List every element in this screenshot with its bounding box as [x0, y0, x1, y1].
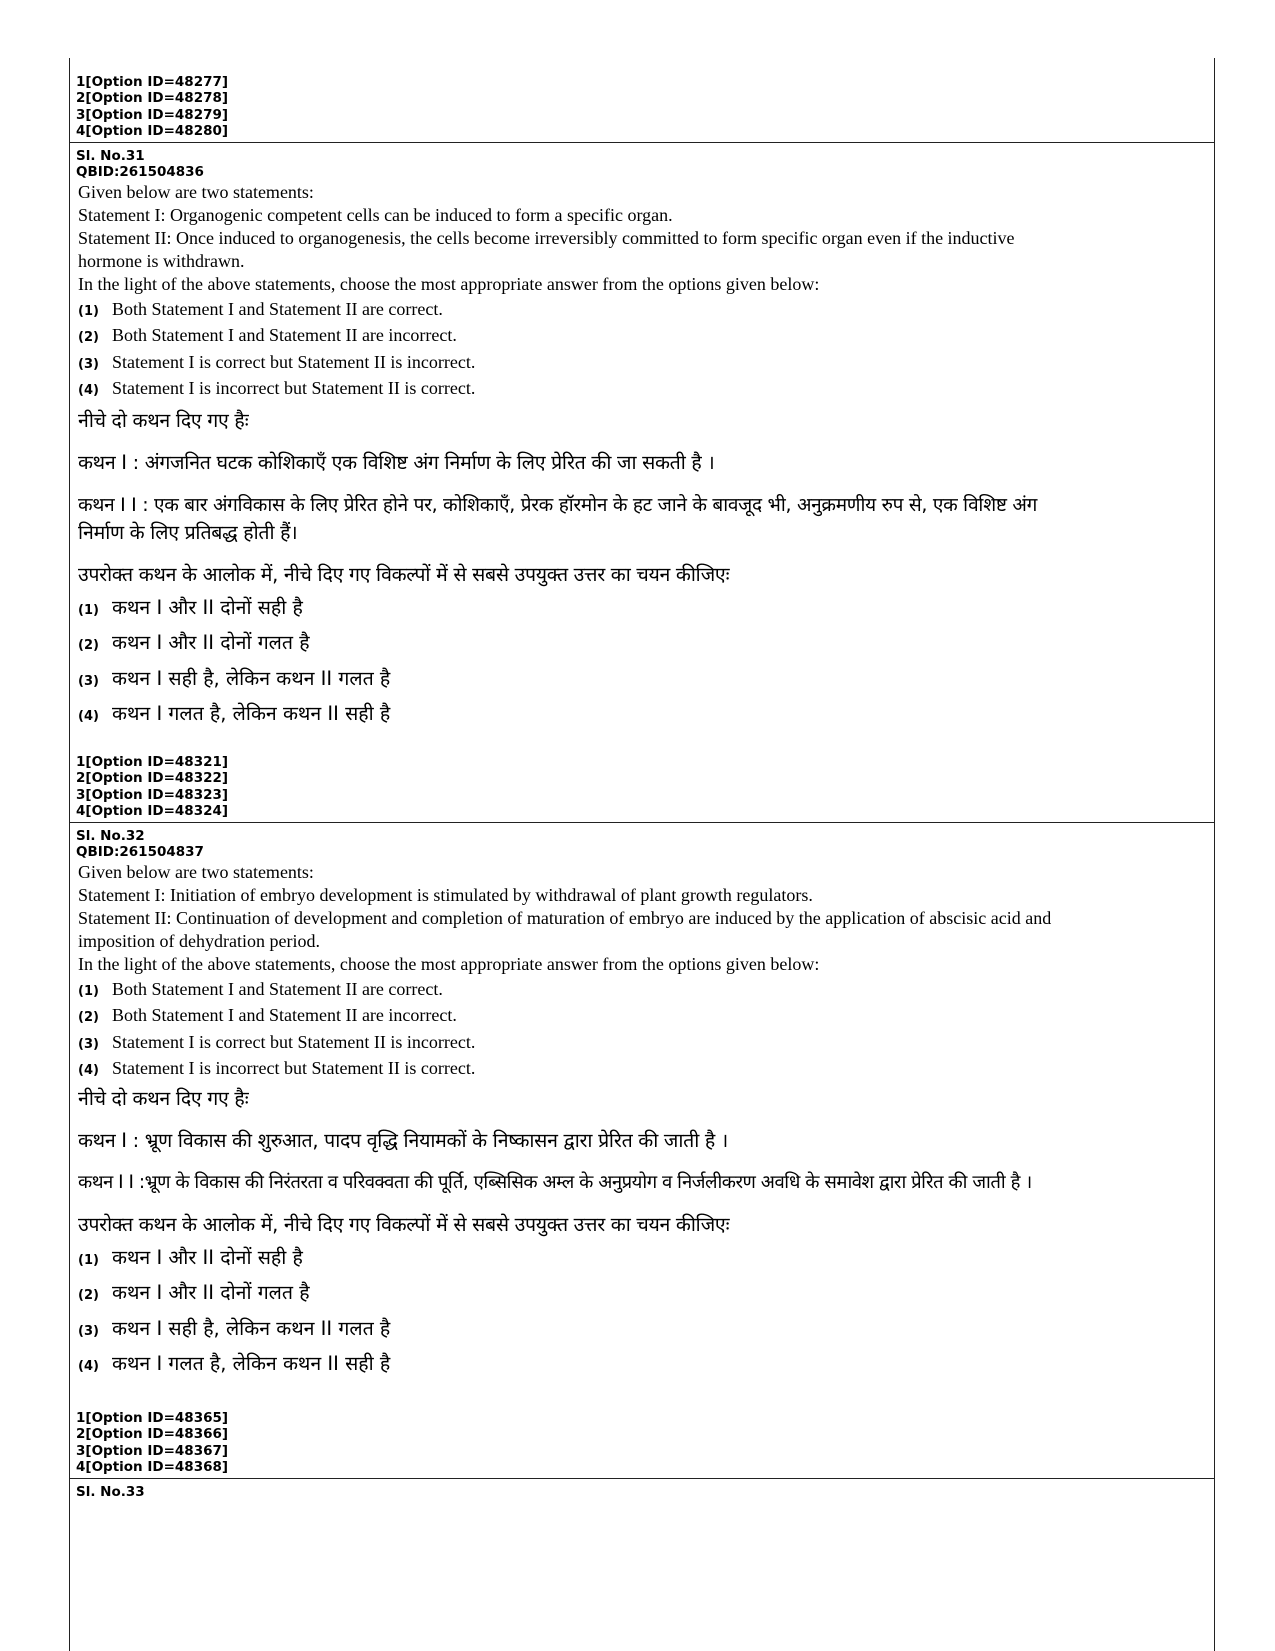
hindi-options	[76, 593, 1208, 735]
option-ids-31	[76, 754, 1208, 820]
option-item: (3) Statement I is correct but Statement II is incorrect.	[78, 1031, 476, 1052]
hindi-options	[76, 1243, 1208, 1385]
hindi-intro: नीचे दो कथन दिए गए हैः	[78, 408, 249, 432]
qbid: QBID:261504836	[76, 164, 204, 181]
option-item: (2) कथन I और II दोनों गलत है	[78, 1281, 310, 1305]
option-id-line: 1[Option ID=48321]	[76, 754, 229, 770]
hindi-question	[76, 1085, 1208, 1239]
question-line: imposition of dehydration period.	[78, 930, 320, 951]
serial-number: Sl. No.33	[76, 1484, 145, 1500]
question-line: Given below are two statements:	[78, 181, 314, 202]
english-options	[76, 299, 1208, 405]
option-item: (1) Both Statement I and Statement II are correct.	[78, 978, 443, 999]
top-option-ids	[76, 74, 1208, 140]
option-id-line: 1[Option ID=48277]	[76, 74, 229, 90]
option-item: (4) कथन I गलत है, लेकिन कथन II सही है	[78, 702, 391, 726]
option-item: (3) कथन I सही है, लेकिन कथन II गलत है	[78, 666, 391, 690]
option-id-line: 4[Option ID=48368]	[76, 1459, 229, 1476]
question-line: Statement II: Continuation of development and completion of maturation of embryo are induced by the application of abscisic acid and	[78, 907, 1052, 928]
option-item: (2) Both Statement I and Statement II are incorrect.	[78, 1005, 457, 1026]
option-id-line: 2[Option ID=48278]	[76, 90, 229, 107]
hindi-statement-2: कथन I I :भ्रूण के विकास की निरंतरता व परिवक्वता की पूर्ति, एब्सिसिक अम्ल के अनुप्रयोग व निर्जलीकरण अवधि के समावेश द्वारा प्रेरित की जाती है ।	[78, 1171, 1032, 1193]
option-id-line: 3[Option ID=48279]	[76, 106, 229, 123]
hindi-statement-2-cont: निर्माण के लिए प्रतिबद्ध होती हैं।	[78, 520, 298, 544]
option-id-line: 4[Option ID=48324]	[76, 803, 229, 820]
option-item: (4) Statement I is incorrect but Statement II is correct.	[78, 1058, 476, 1079]
divider	[70, 1478, 1214, 1479]
option-id-line: 1[Option ID=48365]	[76, 1410, 229, 1426]
question-32	[76, 828, 1208, 1385]
option-item: (4) Statement I is incorrect but Statement II is correct.	[78, 378, 476, 399]
hindi-prompt: उपरोक्त कथन के आलोक में, नीचे दिए गए विकल्पों में से सबसे उपयुक्त उत्तर का चयन कीजिएः	[78, 1212, 730, 1236]
option-item: (3) Statement I is correct but Statement II is incorrect.	[78, 351, 476, 372]
option-ids-32	[76, 1410, 1208, 1476]
option-id-line: 4[Option ID=48280]	[76, 123, 229, 140]
question-paper-frame	[69, 58, 1215, 1651]
option-id-line: 3[Option ID=48323]	[76, 786, 229, 803]
question-line: Statement I: Initiation of embryo development is stimulated by withdrawal of plant growth regulators.	[78, 884, 813, 905]
hindi-prompt: उपरोक्त कथन के आलोक में, नीचे दिए गए विकल्पों में से सबसे उपयुक्त उत्तर का चयन कीजिएः	[78, 562, 730, 586]
option-id-line: 2[Option ID=48322]	[76, 770, 229, 787]
option-id-line: 3[Option ID=48367]	[76, 1442, 229, 1459]
question-line: In the light of the above statements, choose the most appropriate answer from the options given below:	[78, 953, 820, 974]
question-33	[76, 1484, 1208, 1500]
english-question	[76, 181, 1208, 296]
hindi-question	[76, 407, 1208, 589]
option-item: (1) कथन I और II दोनों सही है	[78, 1245, 303, 1269]
hindi-statement-2: कथन I I : एक बार अंगविकास के लिए प्रेरित होने पर, कोशिकाएँ, प्रेरक हॉरमोन के हट जाने के बावजूद भी, अनुक्रमणीय रुप से, एक विशिष्ट अंग	[78, 493, 1038, 516]
question-line: Statement II: Once induced to organogenesis, the cells become irreversibly committed to form specific organ even if the inductive	[78, 227, 1015, 248]
serial-number: Sl. No.32	[76, 828, 145, 844]
hindi-statement-1: कथन I : अंगजनित घटक कोशिकाएँ एक विशिष्ट अंग निर्माण के लिए प्रेरित की जा सकती है ।	[78, 450, 715, 474]
question-line: Statement I: Organogenic competent cells can be induced to form a specific organ.	[78, 204, 673, 225]
divider	[70, 822, 1214, 823]
english-question	[76, 861, 1208, 976]
hindi-intro: नीचे दो कथन दिए गए हैः	[78, 1086, 249, 1110]
english-options	[76, 979, 1208, 1085]
question-line: hormone is withdrawn.	[78, 250, 245, 271]
question-line: Given below are two statements:	[78, 861, 314, 882]
option-item: (4) कथन I गलत है, लेकिन कथन II सही है	[78, 1352, 391, 1376]
serial-number: Sl. No.31	[76, 148, 145, 164]
option-item: (1) कथन I और II दोनों सही है	[78, 595, 303, 619]
question-31	[76, 148, 1208, 735]
qbid: QBID:261504837	[76, 844, 204, 861]
option-item: (1) Both Statement I and Statement II are correct.	[78, 298, 443, 319]
option-item: (3) कथन I सही है, लेकिन कथन II गलत है	[78, 1316, 391, 1340]
divider	[70, 142, 1214, 143]
hindi-statement-1: कथन I : भ्रूण विकास की शुरुआत, पादप वृद्धि नियामकों के निष्कासन द्वारा प्रेरित की जाती है ।	[78, 1128, 728, 1152]
question-line: In the light of the above statements, choose the most appropriate answer from the options given below:	[78, 273, 820, 294]
option-item: (2) कथन I और II दोनों गलत है	[78, 631, 310, 655]
option-item: (2) Both Statement I and Statement II are incorrect.	[78, 325, 457, 346]
option-id-line: 2[Option ID=48366]	[76, 1426, 229, 1443]
